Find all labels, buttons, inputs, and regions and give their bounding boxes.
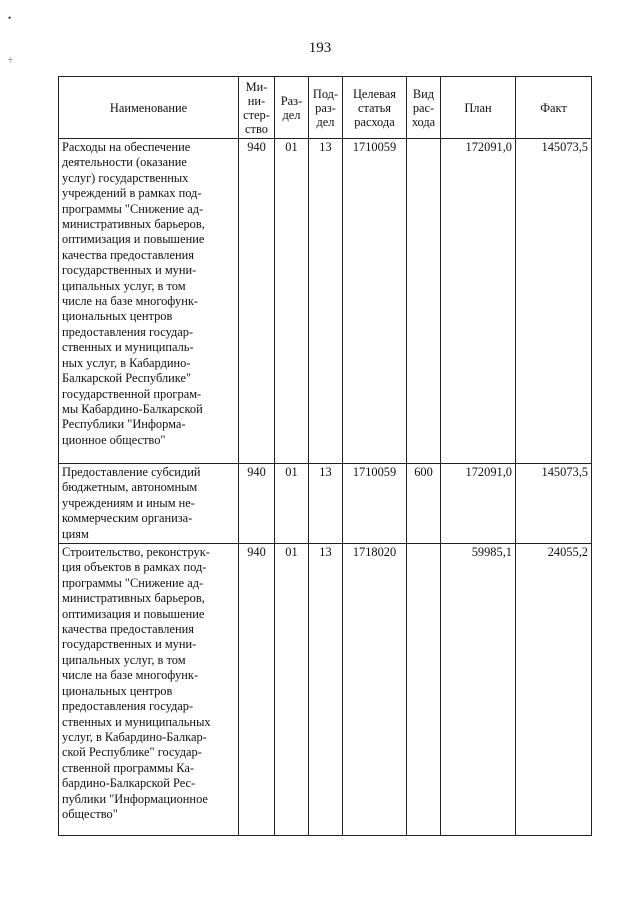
header-razdel-line: дел: [282, 107, 301, 122]
name-line: коммерческим организа-: [62, 511, 193, 526]
name-line: услуг) государственных: [62, 170, 189, 185]
name-line: ственных и муниципаль-: [62, 340, 194, 355]
header-plan: План: [441, 77, 516, 139]
name-line: числе на базе многофунк-: [62, 668, 198, 683]
header-razdel: [275, 77, 309, 139]
table-row: [59, 544, 592, 836]
margin-mark-bottom: ÷: [8, 55, 13, 65]
name-line: числе на базе многофунк-: [62, 294, 198, 309]
target-item-cell: 1710059: [343, 139, 407, 464]
name-line: циональных центров: [62, 683, 173, 698]
name-line: государственных и муни-: [62, 637, 197, 652]
podrazdel-cell: 13: [309, 464, 343, 544]
name-line: государственной програм-: [62, 386, 202, 401]
target-item-cell: 1718020: [343, 544, 407, 836]
header-podrazdel-line: Под-: [312, 86, 339, 101]
name-line: ципальных услуг, в том: [62, 652, 186, 667]
name-line: Предоставление субсидий: [62, 465, 201, 479]
name-line: деятельности (оказание: [62, 155, 187, 170]
margin-mark-top: •: [8, 13, 12, 23]
name-line: ственных и муниципальных: [62, 714, 211, 729]
table-row: [59, 139, 592, 464]
name-line: Расходы на обеспечение: [62, 140, 191, 154]
budget-table: [58, 76, 592, 836]
header-expense-type-line: Вид: [412, 86, 435, 101]
name-line: бардино-Балкарской Рес-: [62, 776, 196, 791]
name-line: государственных и муни-: [62, 263, 197, 278]
plan-cell: 59985,1: [441, 544, 516, 836]
header-fact: Факт: [516, 77, 592, 139]
name-line: публики "Информационное: [62, 791, 208, 806]
name-line: циям: [62, 526, 89, 541]
header-ministry-line: стер-: [243, 107, 270, 122]
name-line: предоставления государ-: [62, 699, 194, 714]
expense-type-cell: 600: [407, 464, 441, 544]
fact-cell: 24055,2: [516, 544, 592, 836]
table-row: [59, 464, 592, 544]
name-line: услуг, в Кабардино-Балкар-: [62, 729, 207, 744]
name-line: бюджетным, автономным: [62, 480, 198, 495]
name-line: качества предоставления: [62, 622, 194, 637]
header-target-item-line: статья: [357, 100, 391, 115]
name-line: ционное общество": [62, 432, 166, 447]
header-podrazdel-line: раз-: [315, 100, 336, 115]
name-line: предоставления государ-: [62, 324, 194, 339]
razdel-cell: 01: [275, 464, 309, 544]
name-line: Балкарской Республике": [62, 371, 192, 386]
expense-type-cell: [407, 544, 441, 836]
header-name: Наименование: [59, 77, 239, 139]
header-podrazdel-line: дел: [316, 114, 335, 129]
header-ministry-line: Ми-: [245, 79, 268, 94]
name-line: циональных центров: [62, 309, 173, 324]
name-line: Строительство, реконструк-: [62, 545, 210, 560]
header-razdel-line: Раз-: [280, 93, 303, 108]
name-line: учреждениям и иным не-: [62, 495, 195, 510]
row-name-cell: [59, 544, 239, 836]
header-expense-type: [407, 77, 441, 139]
header-expense-type-line: рас-: [412, 100, 435, 115]
target-item-cell: 1710059: [343, 464, 407, 544]
ministry-cell: 940: [239, 139, 275, 464]
name-line: ственной программы Ка-: [62, 760, 195, 775]
name-line: общество": [62, 806, 118, 821]
name-line: программы "Снижение ад-: [62, 201, 204, 216]
name-line: ципальных услуг, в том: [62, 278, 186, 293]
name-line: министративных барьеров,: [62, 217, 205, 232]
page-number: 193: [308, 40, 332, 56]
header-ministry: [239, 77, 275, 139]
header-target-item-line: Целевая: [352, 86, 397, 101]
name-line: оптимизация и повышение: [62, 232, 205, 247]
name-line: мы Кабардино-Балкарской: [62, 401, 203, 416]
podrazdel-cell: 13: [309, 139, 343, 464]
header-ministry-line: ни-: [247, 93, 266, 108]
header-target-item: [343, 77, 407, 139]
expense-type-cell: [407, 139, 441, 464]
plan-cell: 172091,0: [441, 139, 516, 464]
name-line: учреждений в рамках под-: [62, 186, 202, 201]
header-ministry-line: ство: [245, 121, 268, 136]
name-line: программы "Снижение ад-: [62, 575, 204, 590]
header-target-item-line: расхода: [354, 114, 395, 129]
header-podrazdel: [309, 77, 343, 139]
fact-cell: 145073,5: [516, 464, 592, 544]
fact-cell: 145073,5: [516, 139, 592, 464]
ministry-cell: 940: [239, 544, 275, 836]
name-line: ных услуг, в Кабардино-: [62, 355, 191, 370]
name-line: министративных барьеров,: [62, 591, 205, 606]
name-line: Республики "Информа-: [62, 417, 186, 432]
row-name-cell: [59, 464, 239, 544]
name-line: ция объектов в рамках под-: [62, 560, 207, 575]
name-line: качества предоставления: [62, 247, 194, 262]
name-line: оптимизация и повышение: [62, 606, 205, 621]
table-header-row: [59, 77, 592, 139]
podrazdel-cell: 13: [309, 544, 343, 836]
row-name-cell: [59, 139, 239, 464]
razdel-cell: 01: [275, 544, 309, 836]
plan-cell: 172091,0: [441, 464, 516, 544]
ministry-cell: 940: [239, 464, 275, 544]
razdel-cell: 01: [275, 139, 309, 464]
header-expense-type-line: хода: [411, 114, 436, 129]
name-line: ской Республике" государ-: [62, 745, 202, 760]
